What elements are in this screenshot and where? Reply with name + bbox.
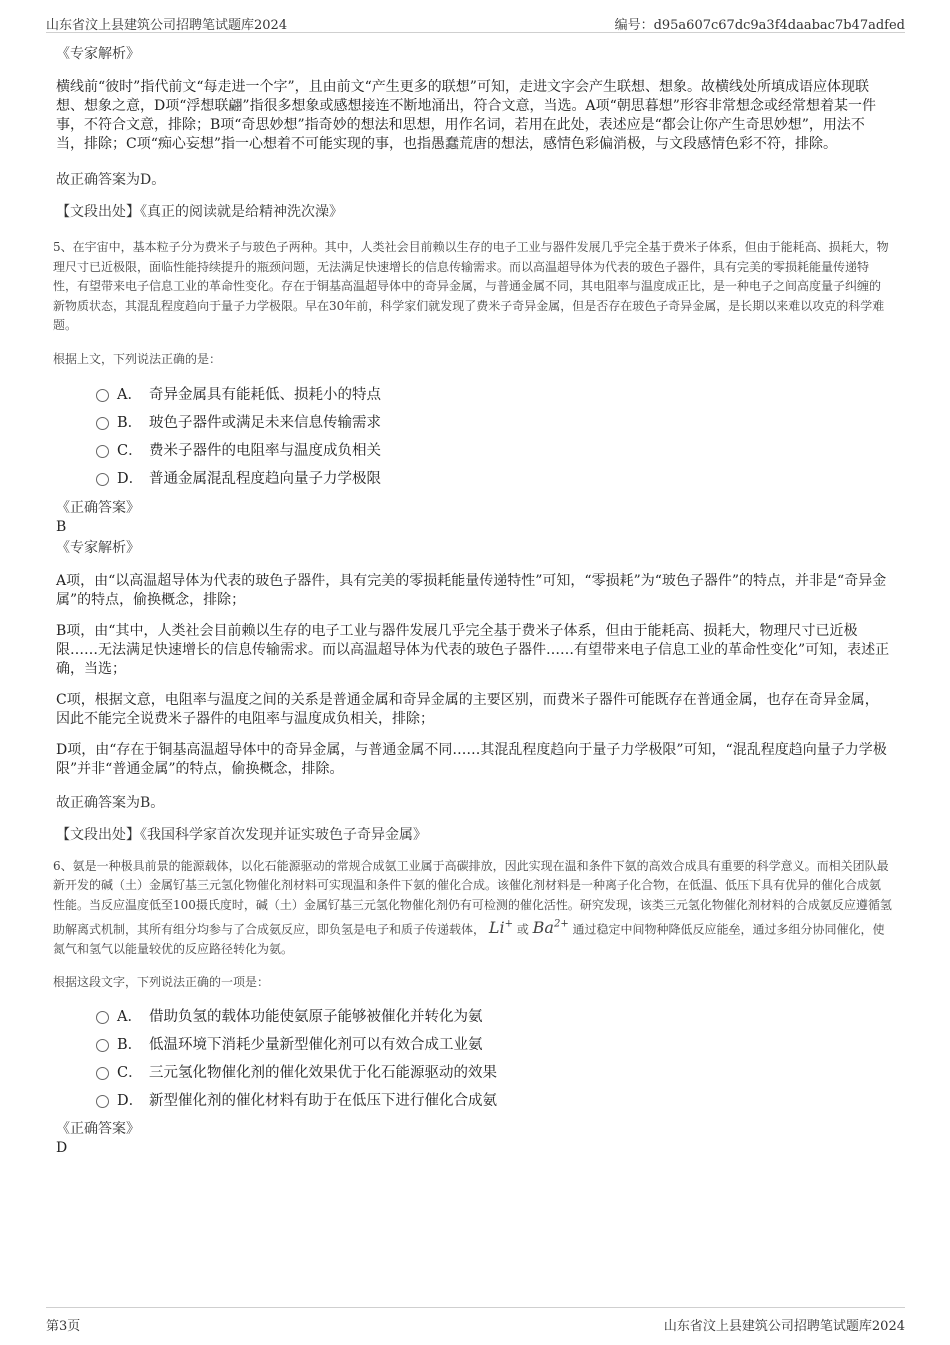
- q4-source: 【文段出处】《真正的阅读就是给精神洗次澡》: [56, 204, 343, 220]
- q6-option-c[interactable]: [96, 1057, 892, 1085]
- q5-analysis-label: 《专家解析》: [56, 539, 140, 556]
- page-content: [53, 44, 892, 1157]
- footer-title: 山东省汶上县建筑公司招聘笔试题库2024: [663, 1319, 905, 1334]
- option-key: D．: [117, 471, 144, 487]
- radio-icon[interactable]: [96, 473, 109, 486]
- page-number: 第3页: [46, 1319, 81, 1334]
- header-title: 山东省汶上县建筑公司招聘笔试题库2024: [46, 18, 288, 33]
- q6-answer-label: 《正确答案》: [56, 1121, 140, 1138]
- q6-option-b[interactable]: [96, 1029, 892, 1057]
- q6-or: 或: [516, 922, 529, 937]
- formula-symbol: Ba: [532, 918, 554, 938]
- q5-conclusion: 故正确答案为B。: [56, 794, 165, 811]
- q6-option-d[interactable]: [96, 1085, 892, 1113]
- page-header: [46, 10, 905, 33]
- q5-answer: B: [56, 518, 67, 535]
- q5-analysis-b: B项，由“其中，人类社会目前赖以生存的电子工业与器件发展几乎完全基于费米子体系，但由于能耗高、损耗大，物理尺寸已近极限……无法满足快速增长的信息传输需求。而以高温超导体为代表的玻色子器件……有望带来电子信息工业的革命性变化”可知，表述正确，当选；: [56, 622, 890, 677]
- option-text: 低温环境下消耗少量新型催化剂可以有效合成工业氨: [149, 1036, 483, 1053]
- q6-options: [96, 1001, 892, 1113]
- radio-icon[interactable]: [96, 1039, 109, 1052]
- radio-icon[interactable]: [96, 1067, 109, 1080]
- radio-icon[interactable]: [96, 445, 109, 458]
- q5-analysis-d: D项，由“存在于铜基高温超导体中的奇异金属，与普通金属不同……其混乱程度趋向于量子力学极限”可知，“混乱程度趋向量子力学极限”并非“普通金属”的特点，偷换概念，排除。: [56, 741, 887, 777]
- option-text: 费米子器件的电阻率与温度成负相关: [149, 443, 381, 459]
- option-text: 奇异金属具有能耗低、损耗小的特点: [149, 387, 381, 403]
- formula-charge: 2+: [553, 919, 569, 930]
- q5-option-a[interactable]: [96, 380, 892, 408]
- q6-answer: D: [56, 1140, 68, 1157]
- option-text: 新型催化剂的催化材料有助于在低压下进行催化合成氨: [149, 1092, 497, 1109]
- radio-icon[interactable]: [96, 389, 109, 402]
- q6-text-part2: 通过稳定中间物种降低反应能垒，通过多组分协同催化，使氮气和氢气以能量较优的反应路径转化为氨。: [53, 922, 885, 956]
- option-key: A．: [117, 1008, 142, 1025]
- q5-option-c[interactable]: [96, 436, 892, 464]
- formula-symbol: Li: [488, 918, 505, 938]
- q6-prompt: 根据这段文字，下列说法正确的一项是：: [53, 975, 270, 990]
- q4-conclusion: 故正确答案为D。: [56, 172, 166, 188]
- option-text: 玻色子器件或满足未来信息传输需求: [149, 415, 381, 431]
- q5-answer-label: 《正确答案》: [56, 499, 140, 516]
- radio-icon[interactable]: [96, 417, 109, 430]
- q5-question-text: 5、在宇宙中，基本粒子分为费米子与玻色子两种。其中，人类社会目前赖以生存的电子工业与器件发展几乎完全基于费米子体系，但由于能耗高、损耗大，物理尺寸已近极限，面临性能持续提升的瓶颈问题，无法满足快速增长的信息传输需求。而以高温超导体为代表的玻色子器件，具有完美的零损耗能量传递特性，有望带来电子信息工业的革命性变化。存在于铜基高温超导体中的奇异金属，与普通金属不同，其电阻率与温度成正比，是一种电子之间高度量子纠缠的新物质状态，其混乱程度趋向于量子力学极限。早在30年前，科学家们就发现了费米子奇异金属，但是否存在玻色子奇异金属，是长期以来难以攻克的科学难题。: [53, 240, 889, 332]
- option-key: B．: [117, 1036, 143, 1053]
- q4-analysis-label: 《专家解析》: [56, 46, 140, 62]
- formula-charge: +: [504, 919, 513, 930]
- q6-option-a[interactable]: [96, 1001, 892, 1029]
- q5-source: 【文段出处】《我国科学家首次发现并证实玻色子奇异金属》: [56, 826, 427, 843]
- option-text: 借助负氢的载体功能使氨原子能够被催化并转化为氨: [149, 1008, 483, 1025]
- page-footer: [46, 1307, 905, 1332]
- radio-icon[interactable]: [96, 1095, 109, 1108]
- option-key: C．: [117, 443, 143, 459]
- q5-prompt: 根据上文，下列说法正确的是：: [53, 351, 222, 366]
- q6-question-text: [53, 857, 892, 960]
- option-key: C．: [117, 1064, 143, 1081]
- option-text: 三元氢化物催化剂的催化效果优于化石能源驱动的效果: [149, 1064, 497, 1081]
- lithium-ion-formula: [489, 918, 513, 937]
- q5-options: [96, 380, 892, 492]
- barium-ion-formula: [533, 918, 569, 937]
- q5-option-b[interactable]: [96, 408, 892, 436]
- q5-option-d[interactable]: [96, 464, 892, 492]
- q5-analysis-a: A项，由“以高温超导体为代表的玻色子器件，具有完美的零损耗能量传递特性”可知，“零损耗”为“玻色子器件”的特点，并非是“奇异金属”的特点，偷换概念，排除；: [56, 572, 887, 608]
- option-text: 普通金属混乱程度趋向量子力学极限: [149, 471, 381, 487]
- header-document-id: 编号：d95a607c67dc9a3f4daabac7b47adfed: [614, 18, 905, 33]
- q4-analysis-text: 横线前“彼时”指代前文“每走进一个字”，且由前文“产生更多的联想”可知，走进文字会产生联想、想象。故横线处所填成语应体现联想、想象之意，D项“浮想联翩”指很多想象或感想接连不断地涌出，符合文意，当选。A项“朝思暮想”形容非常想念或经常想着某一件事，不符合文意，排除；B项“奇思妙想”指奇妙的想法和思想，用作名词，若用在此处，表述应是“都会让你产生奇思妙想”，用法不当，排除；C项“痴心妄想”指一心想着不可能实现的事，也指愚蠢荒唐的想法，感情色彩偏消极，与文段感情色彩不符，排除。: [56, 79, 876, 152]
- q6-text-part1: 6、氨是一种极具前景的能源载体，以化石能源驱动的常规合成氨工业属于高碳排放，因此实现在温和条件下氨的高效合成具有重要的科学意义。而相关团队最新开发的碱（土）金属钌基三元氢化物催化剂材料可实现温和条件下氨的催化合成。该催化剂材料是一种离子化合物，在低温、低压下具有优异的催化合成氨性能。当反应温度低至100摄氏度时，碱（土）金属钌基三元氢化物催化剂仍有可检测的催化活性。研究发现，该类三元氢化物催化剂材料的合成氨反应遵循氢助解离式机制，其所有组分均参与了合成氨反应，即负氢是电子和质子传递载体，: [53, 858, 892, 937]
- radio-icon[interactable]: [96, 1011, 109, 1024]
- option-key: B．: [117, 415, 143, 431]
- option-key: A．: [117, 387, 142, 403]
- q5-analysis-c: C项，根据文意，电阻率与温度之间的关系是普通金属和奇异金属的主要区别，而费米子器件可能既存在普通金属，也存在奇异金属，因此不能完全说费米子器件的电阻率与温度成负相关，排除；: [56, 691, 879, 727]
- option-key: D．: [117, 1092, 144, 1109]
